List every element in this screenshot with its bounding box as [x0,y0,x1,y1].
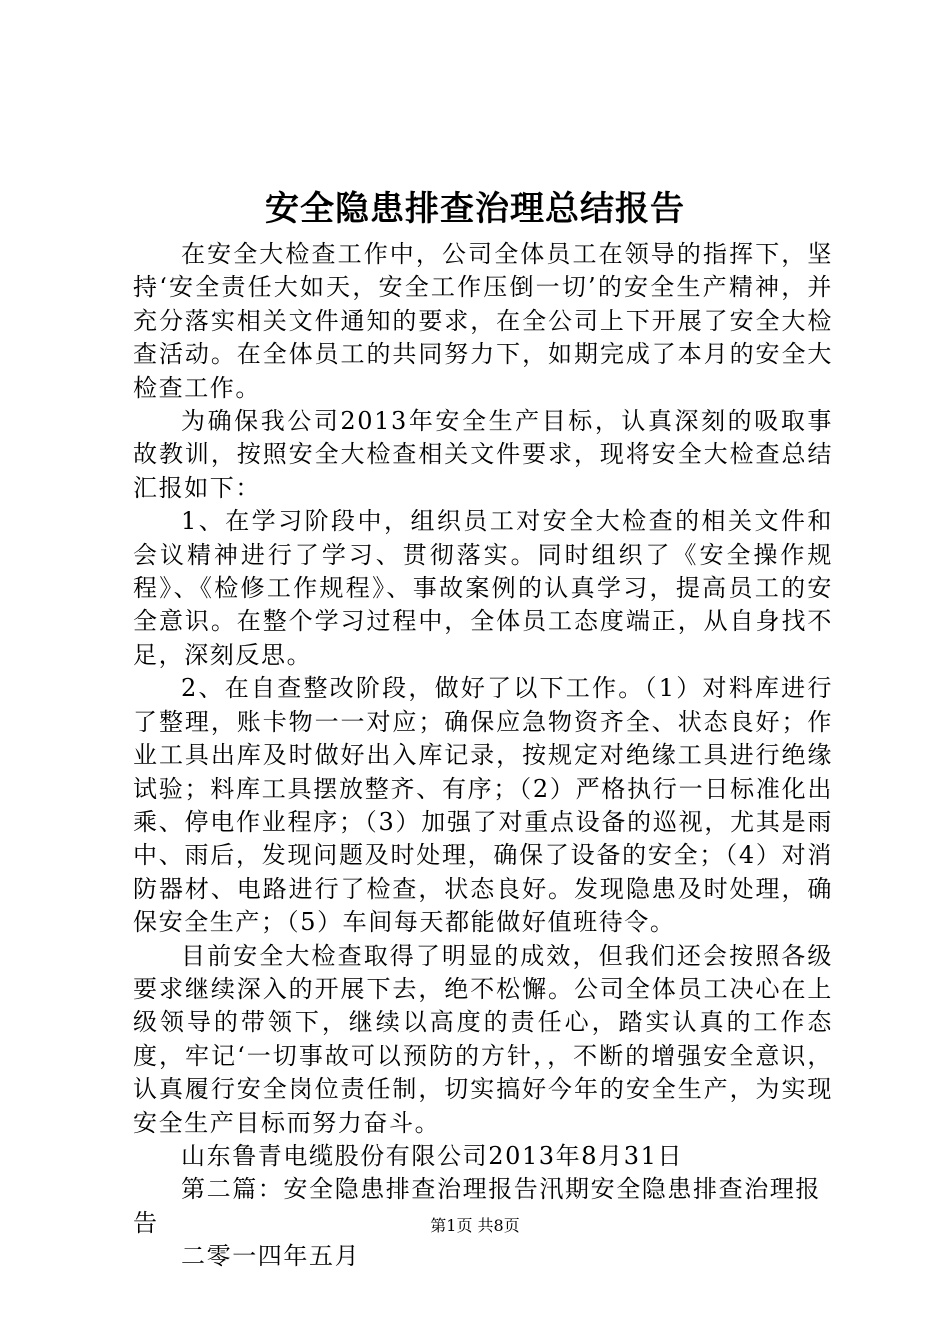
signature-line: 山东鲁青电缆股份有限公司2013年8月31日 [181,1141,684,1170]
paragraph-conclusion: 目前安全大检查取得了明显的成效，但我们还会按照各级要求继续深入的开展下去，绝不松懈。公司全体员工决心在上级领导的带领下，继续以高度的责任心，踏实认真的工作态度，牢记‘一切事故可以预防的方针，，不断的增强安全意识，认真履行安全岗位责任制，切实搞好今年的安全生产，为实现安全生产目标而努力奋斗。 [133,941,833,1137]
document-title: 安全隐患排查治理总结报告 [265,189,685,229]
second-article-heading: 第二篇：安全隐患排查治理报告汛期安全隐患排查治理报告 [133,1175,821,1237]
paragraph-intro: 在安全大检查工作中，公司全体员工在领导的指挥下，坚持‘安全责任大如天，安全工作压倒一切’的安全生产精神，并充分落实相关文件通知的要求，在全公司上下开展了安全大检查活动。在全体员工的共同努力下，如期完成了本月的安全大检查工作。 [133,240,833,402]
paragraph-purpose: 为确保我公司2013年安全生产目标，认真深刻的吸取事故教训，按照安全大检查相关文件要求，现将安全大检查总结汇报如下： [133,407,833,502]
document-body [133,238,833,1274]
paragraph-study-phase: 1、在学习阶段中，组织员工对安全大检查的相关文件和会议精神进行了学习、贯彻落实。同时组织了《安全操作规程》、《检修工作规程》、事故案例的认真学习，提高员工的安全意识。在整个学习过程中，全体员工态度端正，从自身找不足，深刻反思。 [133,507,833,669]
page-number: 第1页 共8页 [430,1216,520,1235]
paragraph-self-check-phase: 2、在自查整改阶段，做好了以下工作。（1）对料库进行了整理，账卡物一一对应；确保应急物资齐全、状态良好；作业工具出库及时做好出入库记录，按规定对绝缘工具进行绝缘试验；料库工具摆放整齐、有序；（2）严格执行一日标准化出乘、停电作业程序；（3）加强了对重点设备的巡视，尤其是雨中、雨后，发现问题及时处理，确保了设备的安全；（4）对消防器材、电路进行了检查，状态良好。发现隐患及时处理，确保安全生产；（5）车间每天都能做好值班待令。 [133,674,833,937]
date-line: 二零一四年五月 [181,1242,361,1271]
